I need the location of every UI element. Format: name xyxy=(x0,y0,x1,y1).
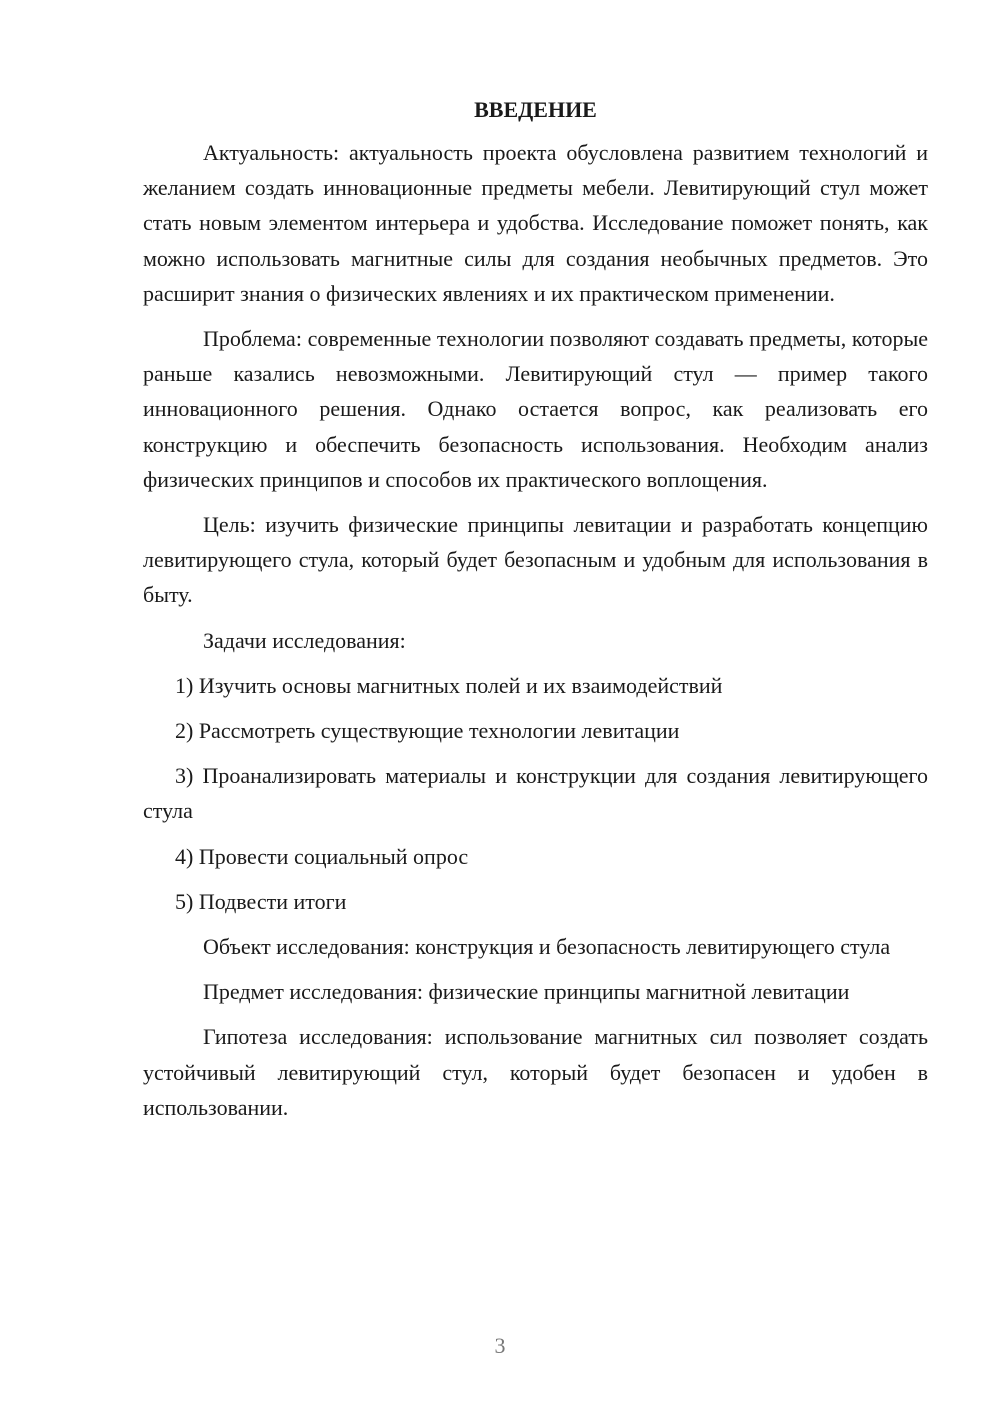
paragraph-object: Объект исследования: конструкция и безопасность левитирующего стула xyxy=(203,934,891,960)
task-item-2: 2) Рассмотреть существующие технологии левитации xyxy=(175,718,680,744)
task-item-5: 5) Подвести итоги xyxy=(175,888,347,914)
task-item-4: 4) Провести социальный опрос xyxy=(175,843,469,869)
page-number: 3 xyxy=(494,1333,506,1358)
paragraph-problem: Проблема: современные технологии позволяют создавать предметы, которые раньше казались невозможными. Левитирующий стул — пример такого инновационного решения. Однако остается вопрос, как реализовать его конструкцию и обеспечить безопасность использования. Необходим анализ физических принципов и способов их практического воплощения. xyxy=(143,326,928,492)
paragraph-goal: Цель: изучить физические принципы левитации и разработать концепцию левитирующего стула, который будет безопасным и удобным для использования в быту. xyxy=(143,512,928,608)
tasks-heading: Задачи исследования: xyxy=(203,627,406,653)
task-item-3: 3) Проанализировать материалы и конструкции для создания левитирующего стула xyxy=(143,763,928,824)
document-page xyxy=(143,94,928,1135)
paragraph-subject: Предмет исследования: физические принципы магнитной левитации xyxy=(203,979,850,1005)
paragraph-hypothesis: Гипотеза исследования: использование магнитных сил позволяет создать устойчивый левитирующий стул, который будет безопасен и удобен в использовании. xyxy=(143,1024,928,1120)
tasks-list xyxy=(143,668,928,919)
page-title: ВВЕДЕНИЕ xyxy=(474,97,597,122)
task-item-1: 1) Изучить основы магнитных полей и их взаимодействий xyxy=(175,672,723,698)
paragraph-relevance: Актуальность: актуальность проекта обусловлена развитием технологий и желанием создать инновационные предметы мебели. Левитирующий стул может стать новым элементом интерьера и удобства. Исследование поможет понять, как можно использовать магнитные силы для создания необычных предметов. Это расширит знания о физических явлениях и их практическом применении. xyxy=(143,140,928,306)
